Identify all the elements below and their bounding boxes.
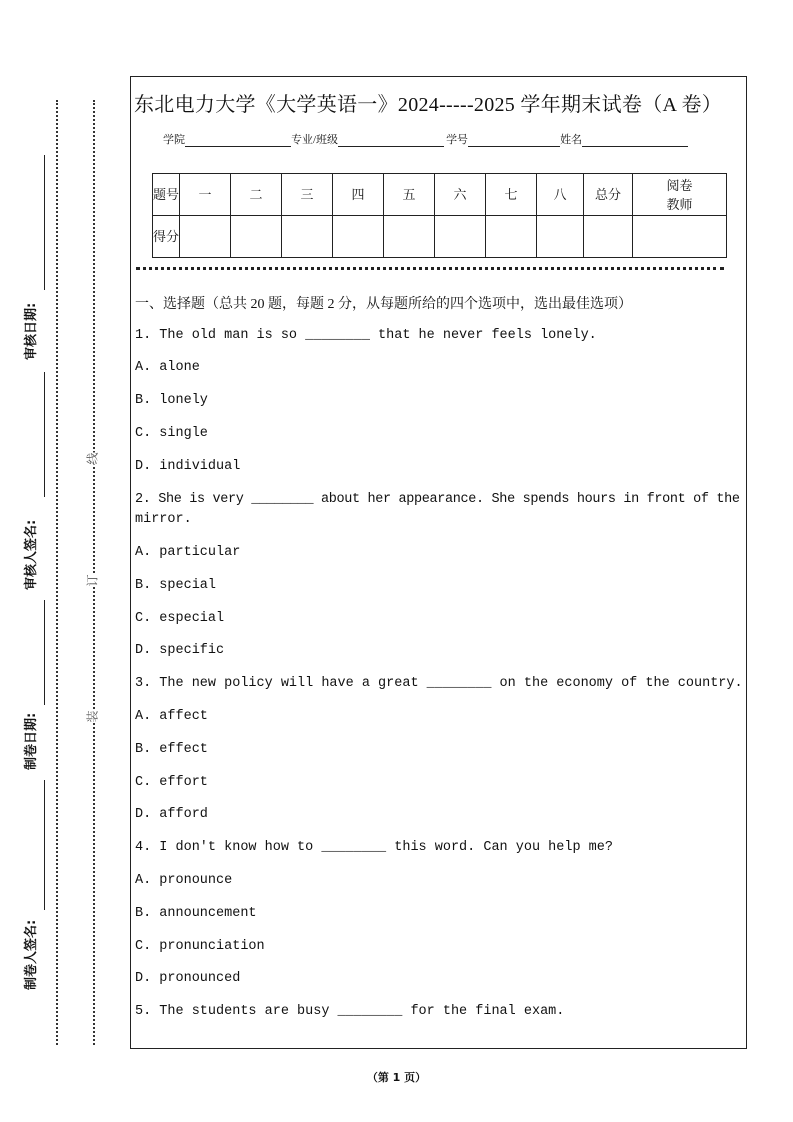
option: D. afford: [135, 807, 208, 822]
reviewer-signature-label: 审核人签名:: [24, 519, 39, 590]
student-info: [163, 131, 688, 147]
option: C. effort: [135, 775, 208, 790]
col-header: 总分: [584, 174, 633, 216]
college-label: 学院: [163, 134, 185, 146]
score-cell[interactable]: [333, 216, 384, 258]
option: D. pronounced: [135, 971, 241, 986]
option: A. alone: [135, 360, 200, 375]
option: D. individual: [135, 459, 241, 474]
score-cell[interactable]: [537, 216, 584, 258]
binding-mark-zhuang: 装: [85, 710, 100, 723]
score-cell[interactable]: [435, 216, 486, 258]
col-header: 一: [180, 174, 231, 216]
binding-dotted-line: [56, 100, 58, 1045]
option: C. especial: [135, 611, 225, 626]
option: C. single: [135, 426, 208, 441]
question-3: 3. The new policy will have a great ________ on the economy of the country.: [135, 676, 743, 691]
preparer-signature-line: [44, 780, 45, 910]
col-header: 八: [537, 174, 584, 216]
preparer-signature-label: 制卷人签名:: [24, 919, 39, 990]
binding-mark-xian: 线: [85, 452, 100, 465]
question-2: 2. She is very ________ about her appearance. She spends hours in front of the: [135, 492, 740, 507]
question-1: 1. The old man is so ________ that he never feels lonely.: [135, 328, 597, 343]
name-label: 姓名: [560, 134, 583, 146]
page-number: （第 1 页）: [366, 1071, 427, 1084]
prepare-date-line: [44, 600, 45, 705]
option: A. particular: [135, 545, 241, 560]
page-title: 东北电力大学《大学英语一》2024-----2025 学年期末试卷（A 卷）: [134, 94, 723, 116]
review-date-line: [44, 155, 45, 290]
option: B. special: [135, 578, 217, 593]
section-separator: [136, 267, 724, 270]
col-header: 四: [333, 174, 384, 216]
prepare-date-label: 制卷日期:: [24, 712, 39, 770]
id-field[interactable]: [468, 134, 560, 147]
option: C. pronunciation: [135, 939, 265, 954]
option: D. specific: [135, 643, 225, 658]
col-header: 六: [435, 174, 486, 216]
question-5: 5. The students are busy ________ for the final exam.: [135, 1004, 565, 1019]
section-heading: 一、选择题（总共 20 题，每题 2 分，从每题所给的四个选项中，选出最佳选项）: [135, 297, 632, 312]
score-cell[interactable]: [584, 216, 633, 258]
score-table: [152, 173, 727, 258]
score-cell[interactable]: [486, 216, 537, 258]
binding-mark-ding: 订: [85, 574, 100, 587]
option: A. affect: [135, 709, 208, 724]
row-label-score: 得分: [153, 216, 180, 258]
option: B. effect: [135, 742, 208, 757]
id-label: 学号: [446, 134, 469, 146]
question-4: 4. I don't know how to ________ this word. Can you help me?: [135, 840, 613, 855]
option: B. announcement: [135, 906, 257, 921]
option: A. pronounce: [135, 873, 233, 888]
major-label: 专业/班级: [291, 134, 339, 146]
score-cell[interactable]: [633, 216, 727, 258]
review-date-label: 审核日期:: [24, 302, 39, 360]
row-label-question-no: 题号: [153, 174, 180, 216]
option: B. lonely: [135, 393, 208, 408]
col-header: 五: [384, 174, 435, 216]
score-cell[interactable]: [282, 216, 333, 258]
name-field[interactable]: [582, 134, 688, 147]
college-field[interactable]: [185, 134, 291, 147]
score-cell[interactable]: [180, 216, 231, 258]
score-cell[interactable]: [384, 216, 435, 258]
col-header: 二: [231, 174, 282, 216]
major-field[interactable]: [338, 134, 444, 147]
col-header: 三: [282, 174, 333, 216]
binding-dotted-line: [93, 100, 95, 1045]
score-cell[interactable]: [231, 216, 282, 258]
question-2-cont: mirror.: [135, 512, 192, 527]
col-header: 阅卷教师: [633, 174, 727, 216]
col-header: 七: [486, 174, 537, 216]
reviewer-signature-line: [44, 372, 45, 497]
